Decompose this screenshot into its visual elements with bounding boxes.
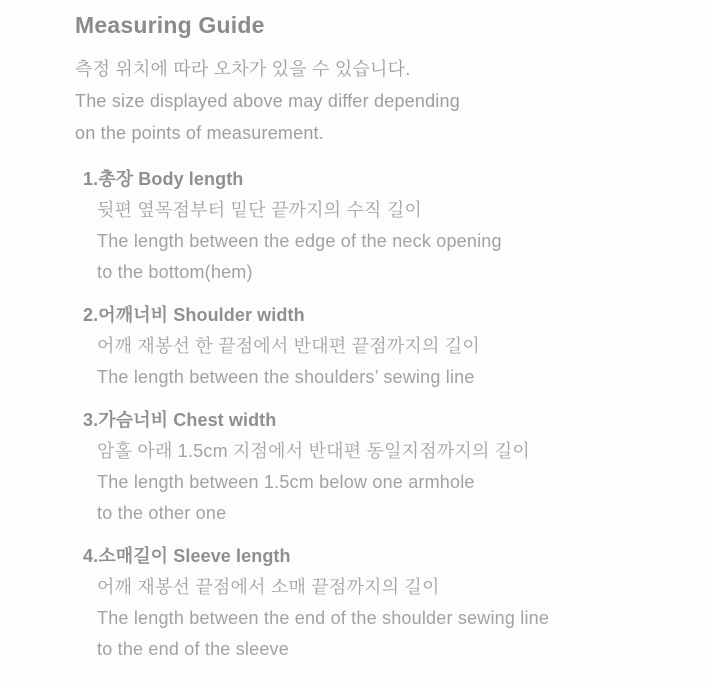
item-description: [97, 572, 676, 665]
desc-line: to the other one: [97, 503, 227, 523]
item-number: 3.: [83, 410, 99, 430]
page-title: Measuring Guide: [75, 12, 265, 38]
desc-line: to the end of the sleeve: [97, 639, 289, 659]
item-heading-chest-width: [83, 405, 676, 436]
desc-line: The length between 1.5cm below one armhole: [97, 472, 475, 492]
desc-line: The length between the shoulders’ sewing line: [97, 367, 475, 387]
item-description: [97, 331, 676, 393]
item-heading-label: 소매길이 Sleeve length: [98, 546, 291, 566]
item-heading-label: 가슴너비 Chest width: [98, 410, 277, 430]
item-heading-label: 총장 Body length: [98, 169, 244, 189]
desc-line: 어깨 재봉선 한 끝점에서 반대편 끝점까지의 길이: [97, 336, 480, 356]
item-heading-body-length: [83, 164, 676, 195]
item-description: [97, 436, 676, 529]
item-number: 1.: [83, 169, 99, 189]
measure-item-body-length: [75, 164, 676, 288]
item-number: 2.: [83, 305, 99, 325]
intro-line-3: on the points of measurement.: [75, 123, 324, 143]
item-heading-shoulder-width: [83, 300, 676, 331]
desc-line: The length between the end of the shoulder sewing line: [97, 608, 550, 628]
desc-line: 암홀 아래 1.5cm 지점에서 반대편 동일지점까지의 길이: [97, 441, 530, 461]
intro-text: [75, 53, 676, 149]
desc-line: to the bottom(hem): [97, 262, 253, 282]
measure-item-sleeve-length: [75, 541, 676, 665]
item-heading-label: 어깨너비 Shoulder width: [98, 305, 305, 325]
intro-line-2: The size displayed above may differ depending: [75, 91, 460, 111]
measure-item-shoulder-width: [75, 300, 676, 393]
item-heading-sleeve-length: [83, 541, 676, 572]
item-number: 4.: [83, 546, 99, 566]
measurement-items-list: [75, 164, 676, 665]
desc-line: 어깨 재봉선 끝점에서 소매 끝점까지의 길이: [97, 577, 440, 597]
measure-item-chest-width: [75, 405, 676, 529]
desc-line: 뒷편 옆목점부터 밑단 끝까지의 수직 길이: [97, 200, 422, 220]
intro-line-1: 측정 위치에 따라 오차가 있을 수 있습니다.: [75, 59, 411, 79]
item-description: [97, 195, 676, 288]
desc-line: The length between the edge of the neck opening: [97, 231, 502, 251]
